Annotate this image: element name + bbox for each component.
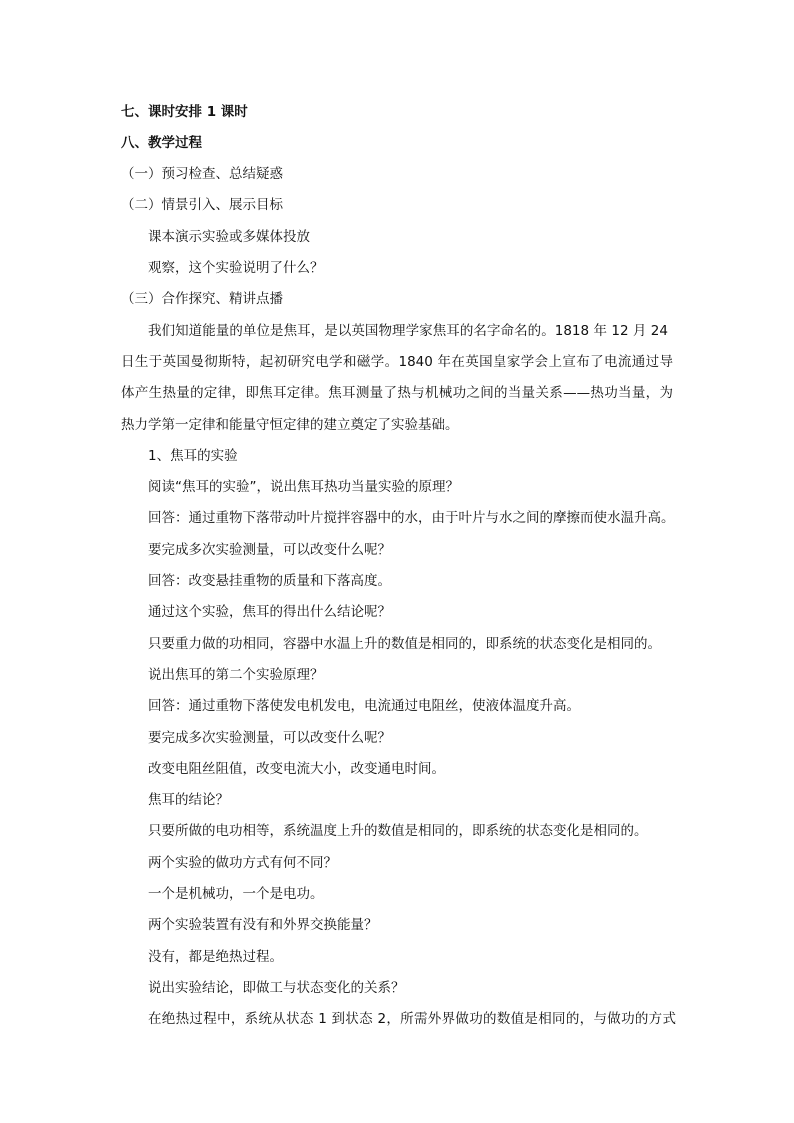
numbered-heading: 1、焦耳的实验 [148, 448, 238, 464]
answer-line: 只要重力做的功相同，容器中水温上升的数值是相同的，即系统的状态变化是相同的。 [148, 636, 661, 652]
answer-line: 回答：通过重物下落带动叶片搅拌容器中的水，由于叶片与水之间的摩擦而使水温升高。 [148, 510, 675, 526]
subsection-intro: （二）情景引入、展示目标 [121, 197, 283, 213]
question-line: 通过这个实验，焦耳的得出什么结论呢？ [148, 604, 391, 620]
subsection-inquiry: （三）合作探究、精讲点播 [121, 291, 283, 307]
answer-line: 只要所做的电功相等，系统温度上升的数值是相同的，即系统的状态变化是相同的。 [148, 823, 648, 839]
question-line: 要完成多次实验测量，可以改变什么呢？ [148, 542, 391, 558]
answer-line: 回答：改变悬挂重物的质量和下落高度。 [148, 573, 391, 589]
section-heading-schedule: 七、课时安排 1 课时 [121, 104, 248, 120]
paragraph-line: 日生于英国曼彻斯特，起初研究电学和磁学。1840 年在英国皇家学会上宣布了电流通过导 [121, 354, 673, 370]
question-line: 说出实验结论，即做工与状态变化的关系？ [148, 980, 405, 996]
subsection-preview: （一）预习检查、总结疑惑 [121, 166, 283, 182]
question-line: 阅读“焦耳的实验”，说出焦耳热功当量实验的原理？ [148, 479, 459, 495]
question-line: 要完成多次实验测量，可以改变什么呢？ [148, 730, 391, 746]
question-line: 两个实验装置有没有和外界交换能量？ [148, 917, 378, 933]
question-line: 焦耳的结论？ [148, 792, 229, 808]
question-line: 说出焦耳的第二个实验原理？ [148, 667, 324, 683]
section-heading-process: 八、教学过程 [121, 135, 202, 151]
paragraph-line: 体产生热量的定律，即焦耳定律。焦耳测量了热与机械功之间的当量关系——热功当量，为 [121, 385, 673, 401]
question-line: 两个实验的做功方式有何不同？ [148, 855, 337, 871]
paragraph-line: 我们知道能量的单位是焦耳，是以英国物理学家焦耳的名字命名的。1818 年 12 月 24 [148, 323, 668, 339]
paragraph-line: 观察，这个实验说明了什么？ [148, 260, 324, 276]
answer-line: 一个是机械功，一个是电功。 [148, 886, 324, 902]
paragraph-line: 课本演示实验或多媒体投放 [148, 229, 310, 245]
answer-line: 改变电阻丝阻值，改变电流大小，改变通电时间。 [148, 761, 445, 777]
answer-line: 没有，都是绝热过程。 [148, 949, 283, 965]
answer-line: 回答：通过重物下落使发电机发电，电流通过电阻丝，使液体温度升高。 [148, 698, 580, 714]
answer-line: 在绝热过程中，系统从状态 1 到状态 2，所需外界做功的数值是相同的，与做功的方式 [148, 1011, 676, 1027]
paragraph-line: 热力学第一定律和能量守恒定律的建立奠定了实验基础。 [121, 417, 459, 433]
